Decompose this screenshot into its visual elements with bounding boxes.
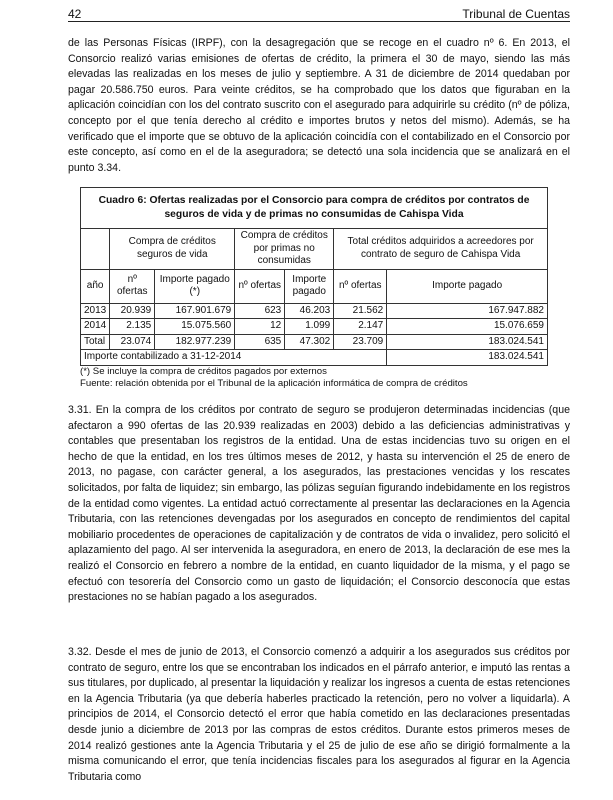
accounted-value: 183.024.541 <box>387 350 548 366</box>
header-total-creditos: Total créditos adquiridos a acreedores por contrato de seguro de Cahispa Vida <box>334 229 548 270</box>
intro-paragraph: de las Personas Físicas (IRPF), con la desagregación que se recoge en el cuadro nº 6. En 2013, el Consorcio realizó varias emisiones de ofertas de crédito, la primera el 30 de mayo, siendo las más elevadas las realizadas en los meses de julio y septiembre. A 31 de diciembre de 2014 quedaban por pagar 20.586.750 euros. Para veinte créditos, se ha comprobado que los datos que figuraban en la aplicación coincidían con los del contrato suscrito con el asegurado para adquirirle su crédito (nº de póliza, concepto por el que tenía derecho al crédito e importes brutos y netos del mismo). Además, se ha verificado que el importe que se obtuvo de la aplicación coincidía con el contabilizado en el Consorcio por este concepto, así como en el de la aseguradora; se detectó una sola incidencia que se analizará en el punto 3.34. <box>68 37 570 174</box>
accounted-label: Importe contabilizado a 31-12-2014 <box>81 350 387 366</box>
page-number: 42 <box>68 7 82 21</box>
cell-value: 635 <box>235 334 285 350</box>
table-row <box>81 303 548 319</box>
header-year: año <box>81 269 110 303</box>
header-importe-pagado-primas: Importe pagado <box>285 269 334 303</box>
cell-value: 23.074 <box>110 334 155 350</box>
running-title: Tribunal de Cuentas <box>462 7 570 21</box>
cell-value: 623 <box>235 303 285 319</box>
cell-value: 2.147 <box>334 319 387 335</box>
cell-value: 183.024.541 <box>387 334 548 350</box>
cell-value: 20.939 <box>110 303 155 319</box>
cell-value: 1.099 <box>285 319 334 335</box>
header-n-ofertas: nº ofertas <box>110 269 155 303</box>
header-compra-seguros: Compra de créditos seguros de vida <box>110 229 235 270</box>
cell-year: 2014 <box>81 319 110 335</box>
table-row <box>81 319 548 335</box>
paragraph-3-31: 3.31. En la compra de los créditos por contrato de seguro se produjeron determinadas incidencias (que afectaron a 990 ofertas de las 20.939 realizadas en 2003) debido a las deficiencias administrativas y contables que presentaban los registros de la entidad. Una de estas incidencias tuvo su origen en el hecho de que la entidad, en los tres últimos meses de 2012, y hasta su intervención el 25 de enero de 2013, no pagase, con carácter general, a los asegurados, las prestaciones vencidas y los rescates solicitados, por falta de liquidez; sin embargo, las pólizas seguían figurando indebidamente en los registros de la entidad como vigentes. La entidad actuó correctamente al presentar las declaraciones en la Agencia Tributaria, con las retenciones devengadas por los asegurados en concepto de rendimientos del capital mobiliario procedentes de operaciones de capitalización y de contratos de vida o invalidez, pero solicitó el aplazamiento del pago. Al ser intervenida la aseguradora, en enero de 2013, la declaración de ese mes la realizó el Consorcio en febrero a nombre de la entidad, en cuanto liquidador de la misma, y el pago se efectuó con tesorería del Consorcio como un gasto de liquidación; el Consorcio desconocía que estas prestaciones no se habían pagado a los asegurados. <box>68 404 570 604</box>
cell-value: 2.135 <box>110 319 155 335</box>
cell-value: 167.901.679 <box>155 303 235 319</box>
cell-value: 23.709 <box>334 334 387 350</box>
cell-year: 2013 <box>81 303 110 319</box>
cell-value: 182.977.239 <box>155 334 235 350</box>
cell-value: 15.075.560 <box>155 319 235 335</box>
header-importe-pagado-ast: Importe pagado (*) <box>155 269 235 303</box>
header-empty-cell <box>81 229 110 270</box>
cell-value: 12 <box>235 319 285 335</box>
table-caption: Cuadro 6: Ofertas realizadas por el Consorcio para compra de créditos por contratos de seguros de vida y de primas no consumidas de Cahispa Vida <box>81 188 548 229</box>
page-header <box>68 4 570 21</box>
table-source: Fuente: relación obtenida por el Tribunal de la aplicación informática de compra de créditos <box>80 378 468 389</box>
table-cuadro-6 <box>80 187 548 366</box>
header-rule <box>68 21 570 22</box>
header-n-ofertas-total: nº ofertas <box>334 269 387 303</box>
header-importe-pagado-total: Importe pagado <box>387 269 548 303</box>
header-compra-primas: Compra de créditos por primas no consumidas <box>235 229 334 270</box>
cell-value: 167.947.882 <box>387 303 548 319</box>
table-footnote: (*) Se incluye la compra de créditos pagados por externos <box>80 366 327 377</box>
header-n-ofertas-primas: nº ofertas <box>235 269 285 303</box>
table-row-total <box>81 334 548 350</box>
cell-value: 15.076.659 <box>387 319 548 335</box>
paragraph-3-32: 3.32. Desde el mes de junio de 2013, el Consorcio comenzó a adquirir a los asegurados sus créditos por contrato de seguro, entre los que se encontraban los indicados en el párrafo anterior, e imputó las rentas a sus titulares, por duplicado, al presentar la liquidación y realizar los ingresos a cuenta de estas retenciones en la Agencia Tributaria (ya que debería haberles practicado la retención, pero no volver a liquidarla). A principios de 2014, el Consorcio detectó el error que había cometido en las declaraciones presentadas desde junio a diciembre de 2013 por las compras de estos créditos. Durante estos primeros meses de 2014 realizó gestiones ante la Agencia Tributaria y el 25 de julio de ese año se dirigió formalmente a la misma comunicando el error, que tenía incidencias fiscales para los asegurados al figurar en la Agencia Tributaria como <box>68 646 570 783</box>
cell-value: 47.302 <box>285 334 334 350</box>
table-row-accounted <box>81 350 548 366</box>
cell-value: 21.562 <box>334 303 387 319</box>
cell-value: 46.203 <box>285 303 334 319</box>
cell-year: Total <box>81 334 110 350</box>
